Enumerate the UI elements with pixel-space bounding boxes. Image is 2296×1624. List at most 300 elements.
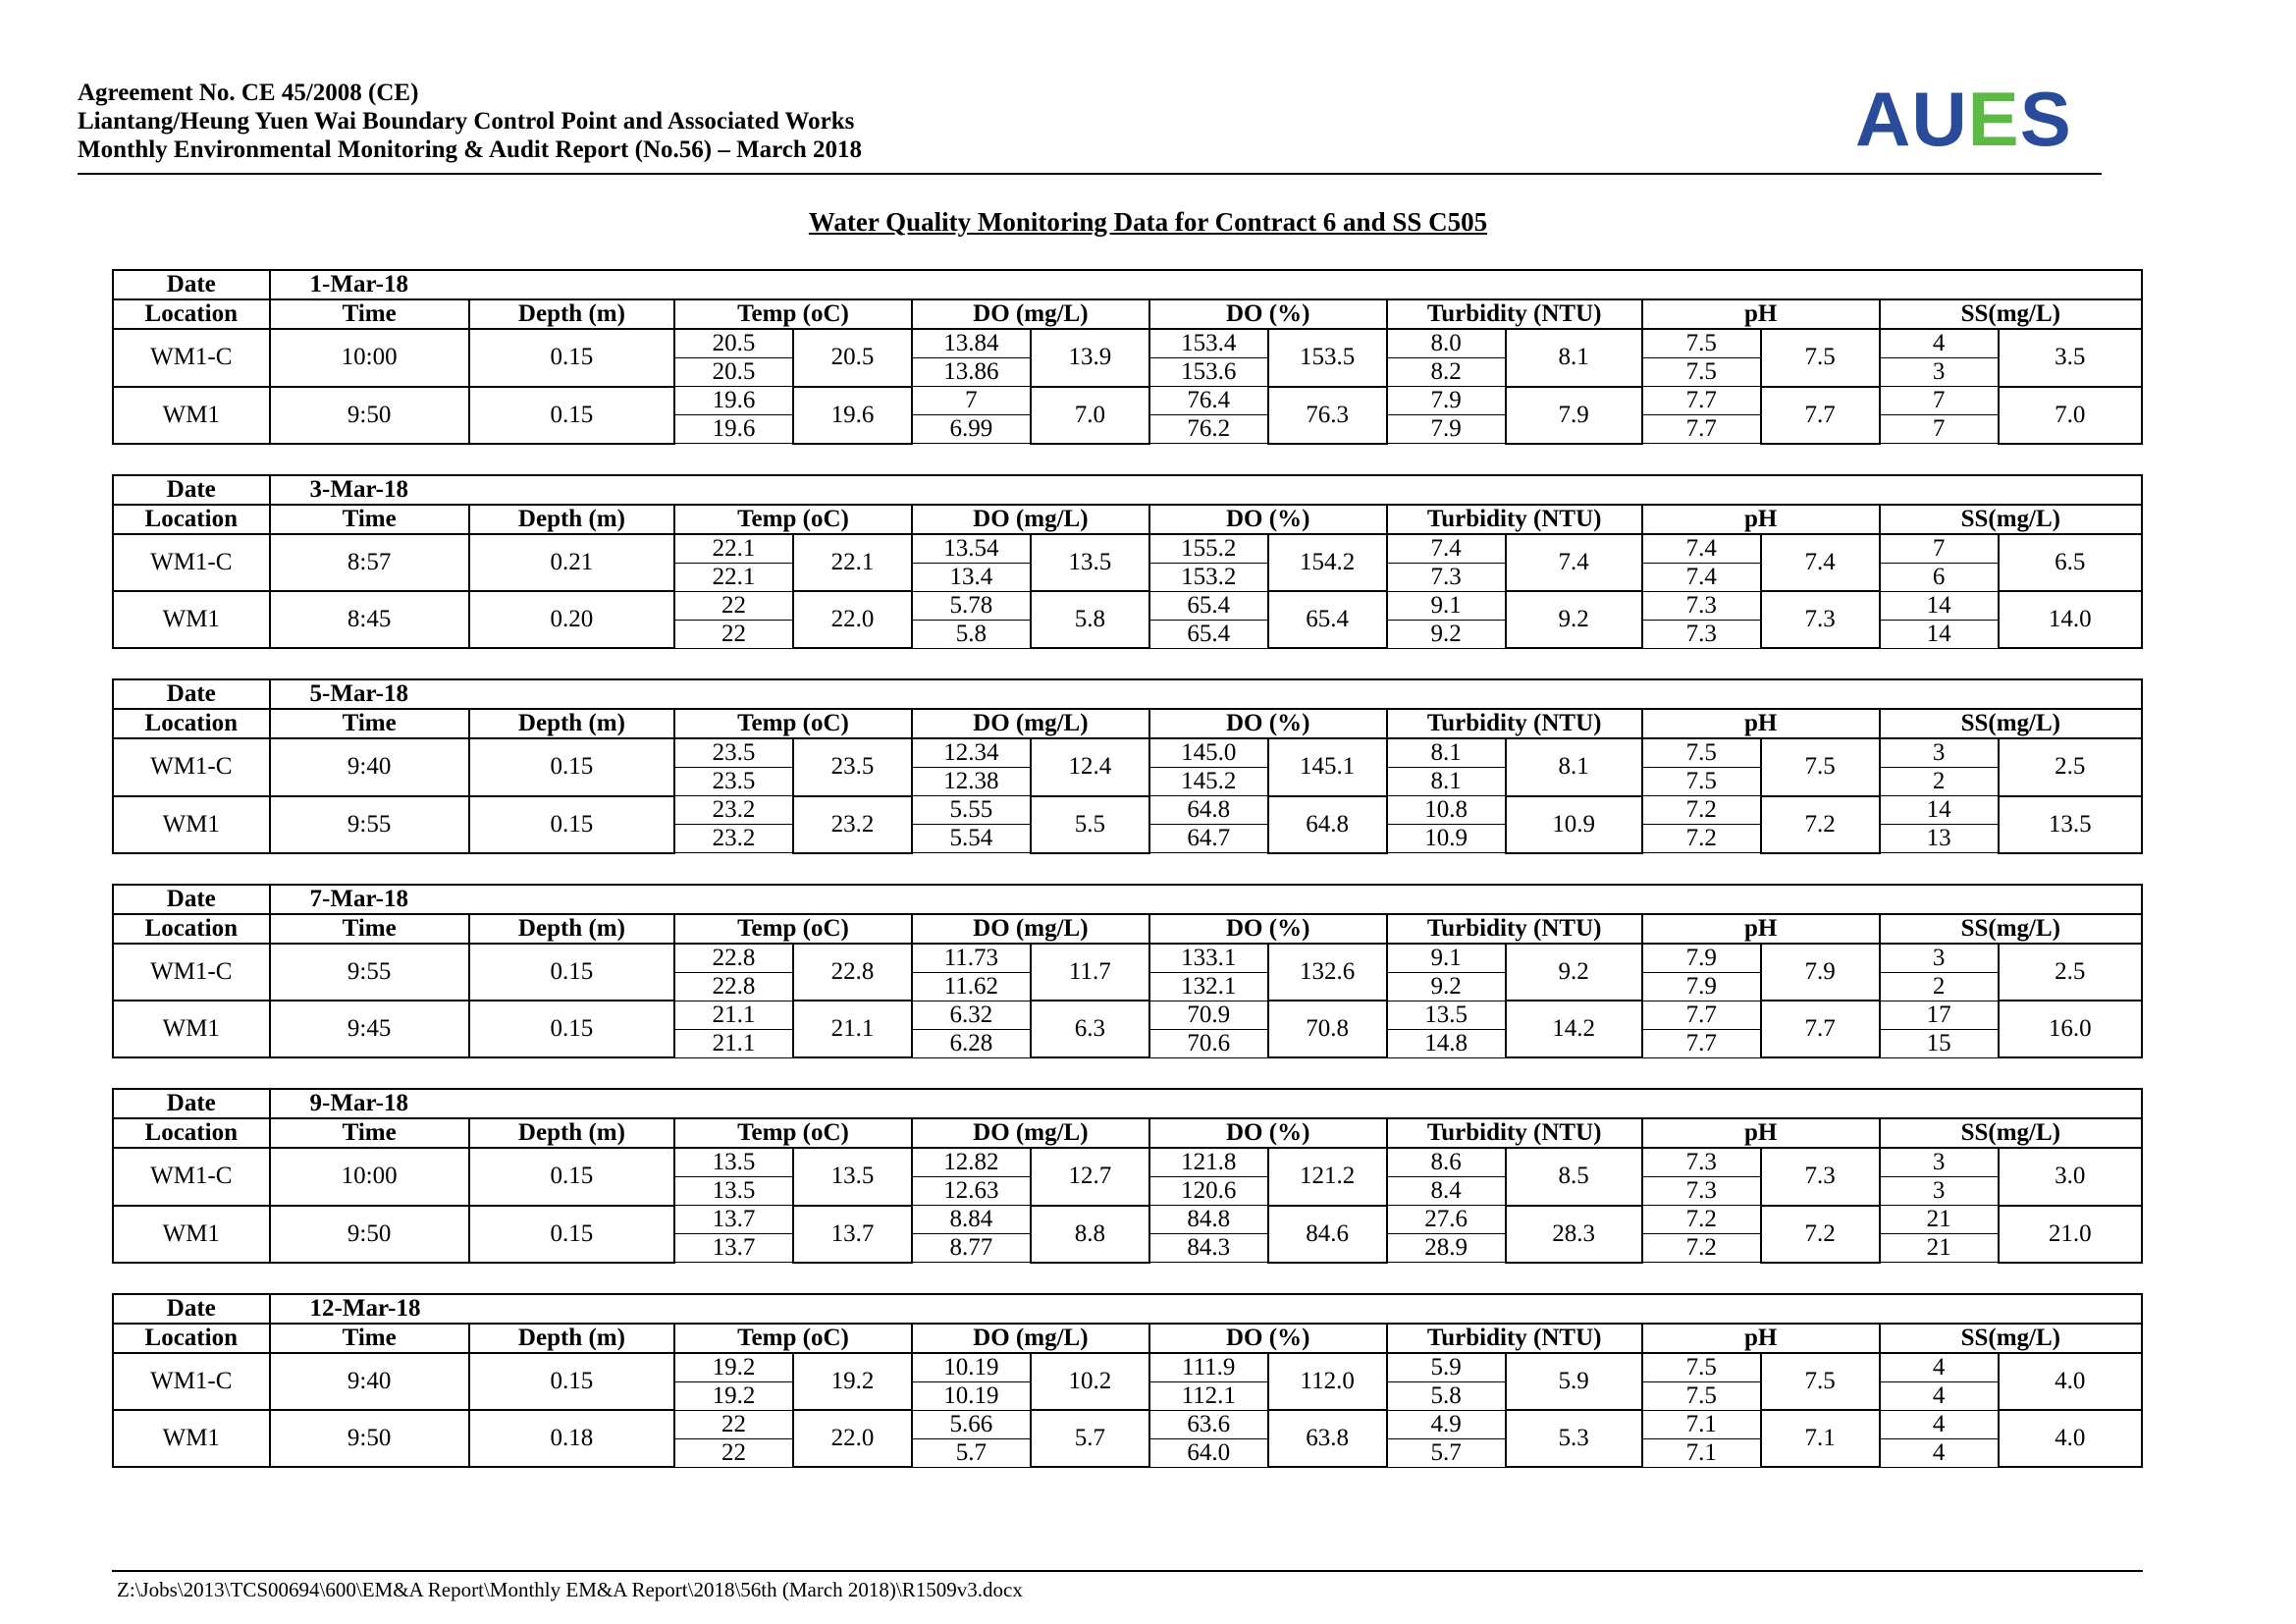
do-mgl-header: DO (mg/L) bbox=[912, 709, 1149, 738]
ss-reading-1: 4 bbox=[1880, 329, 1999, 358]
table-row bbox=[113, 329, 2142, 358]
turbidity-reading-2: 8.2 bbox=[1387, 358, 1506, 387]
report-title: Monthly Environmental Monitoring & Audit Report (No.56) – March 2018 bbox=[78, 136, 863, 163]
location-header: Location bbox=[113, 1118, 270, 1148]
do-pct-average: 84.6 bbox=[1268, 1206, 1387, 1263]
temp-average: 22.0 bbox=[793, 591, 912, 648]
do-pct-reading-2: 70.6 bbox=[1149, 1029, 1268, 1057]
turbidity-reading-2: 9.2 bbox=[1387, 972, 1506, 1001]
monitoring-table bbox=[112, 884, 2143, 1059]
ph-average: 7.7 bbox=[1761, 1001, 1880, 1057]
ss-reading-2: 3 bbox=[1880, 1177, 1999, 1206]
table-row bbox=[113, 738, 2142, 768]
file-path: Z:\Jobs\2013\TCS00694\600\EM&A Report\Monthly EM&A Report\2018\56th (March 2018)\R1509v3.docx bbox=[117, 1578, 1023, 1601]
date-label: Date bbox=[113, 1294, 270, 1324]
turbidity-header: Turbidity (NTU) bbox=[1387, 709, 1642, 738]
logo-text-au: AU bbox=[1855, 76, 1968, 162]
turbidity-reading-2: 5.7 bbox=[1387, 1438, 1506, 1467]
do-pct-average: 145.1 bbox=[1268, 738, 1387, 796]
date-value: 12-Mar-18 bbox=[270, 1294, 2142, 1324]
location-cell: WM1 bbox=[113, 387, 270, 444]
ph-reading-1: 7.5 bbox=[1642, 738, 1761, 768]
ss-header: SS(mg/L) bbox=[1880, 505, 2142, 534]
time-header: Time bbox=[270, 1324, 469, 1353]
ph-header: pH bbox=[1642, 1118, 1880, 1148]
time-header: Time bbox=[270, 1118, 469, 1148]
do-mgl-header: DO (mg/L) bbox=[912, 299, 1149, 329]
temp-header: Temp (oC) bbox=[674, 1118, 912, 1148]
depth-header: Depth (m) bbox=[469, 914, 674, 944]
ss-average: 2.5 bbox=[1999, 944, 2142, 1001]
temp-reading-2: 22.1 bbox=[674, 563, 793, 591]
depth-cell: 0.15 bbox=[469, 1148, 674, 1206]
ss-reading-1: 3 bbox=[1880, 944, 1999, 973]
location-cell: WM1-C bbox=[113, 534, 270, 592]
turbidity-header: Turbidity (NTU) bbox=[1387, 1118, 1642, 1148]
do-pct-reading-1: 65.4 bbox=[1149, 591, 1268, 620]
location-header: Location bbox=[113, 914, 270, 944]
ph-header: pH bbox=[1642, 709, 1880, 738]
ph-reading-2: 7.5 bbox=[1642, 358, 1761, 387]
do-reading-2: 6.99 bbox=[912, 415, 1031, 444]
monitoring-table bbox=[112, 474, 2143, 650]
turbidity-header: Turbidity (NTU) bbox=[1387, 505, 1642, 534]
date-label: Date bbox=[113, 270, 270, 299]
do-average: 12.4 bbox=[1031, 738, 1149, 796]
logo-text-s: S bbox=[2019, 76, 2072, 162]
ph-average: 7.7 bbox=[1761, 387, 1880, 444]
logo-text-e: E bbox=[1967, 76, 2020, 162]
table-row bbox=[113, 534, 2142, 564]
time-cell: 9:55 bbox=[270, 796, 469, 853]
do-pct-header: DO (%) bbox=[1149, 709, 1387, 738]
location-cell: WM1 bbox=[113, 796, 270, 853]
ss-reading-1: 21 bbox=[1880, 1206, 1999, 1234]
time-cell: 10:00 bbox=[270, 329, 469, 387]
temp-reading-1: 23.5 bbox=[674, 738, 793, 768]
do-reading-2: 5.8 bbox=[912, 620, 1031, 648]
temp-reading-1: 22 bbox=[674, 1410, 793, 1438]
temp-reading-1: 13.7 bbox=[674, 1206, 793, 1234]
ss-reading-2: 2 bbox=[1880, 768, 1999, 796]
do-reading-2: 13.4 bbox=[912, 563, 1031, 591]
do-pct-header: DO (%) bbox=[1149, 1118, 1387, 1148]
location-cell: WM1 bbox=[113, 1206, 270, 1263]
ss-average: 14.0 bbox=[1999, 591, 2142, 648]
temp-reading-2: 23.2 bbox=[674, 825, 793, 853]
time-cell: 9:40 bbox=[270, 1353, 469, 1411]
turbidity-average: 8.5 bbox=[1506, 1148, 1642, 1206]
ss-average: 4.0 bbox=[1999, 1353, 2142, 1411]
do-average: 13.5 bbox=[1031, 534, 1149, 592]
turbidity-reading-2: 8.4 bbox=[1387, 1177, 1506, 1206]
do-pct-header: DO (%) bbox=[1149, 1324, 1387, 1353]
monitoring-table bbox=[112, 1293, 2143, 1469]
table-row bbox=[113, 796, 2142, 825]
table-row bbox=[113, 1148, 2142, 1177]
location-header: Location bbox=[113, 505, 270, 534]
depth-cell: 0.15 bbox=[469, 1353, 674, 1411]
location-cell: WM1 bbox=[113, 591, 270, 648]
do-pct-average: 65.4 bbox=[1268, 591, 1387, 648]
ss-average: 3.0 bbox=[1999, 1148, 2142, 1206]
table-row bbox=[113, 1001, 2142, 1029]
ss-reading-1: 17 bbox=[1880, 1001, 1999, 1029]
table-row bbox=[113, 944, 2142, 973]
do-pct-average: 64.8 bbox=[1268, 796, 1387, 853]
ss-average: 2.5 bbox=[1999, 738, 2142, 796]
do-reading-1: 5.78 bbox=[912, 591, 1031, 620]
ss-header: SS(mg/L) bbox=[1880, 299, 2142, 329]
temp-average: 20.5 bbox=[793, 329, 912, 387]
depth-cell: 0.15 bbox=[469, 1206, 674, 1263]
do-pct-reading-2: 76.2 bbox=[1149, 415, 1268, 444]
footer bbox=[112, 1570, 2143, 1601]
ph-reading-1: 7.4 bbox=[1642, 534, 1761, 564]
report-header bbox=[78, 79, 2102, 175]
temp-reading-2: 19.6 bbox=[674, 415, 793, 444]
temp-reading-2: 22 bbox=[674, 1438, 793, 1467]
depth-cell: 0.18 bbox=[469, 1410, 674, 1467]
ph-reading-2: 7.5 bbox=[1642, 1381, 1761, 1410]
turbidity-reading-1: 7.4 bbox=[1387, 534, 1506, 564]
depth-cell: 0.15 bbox=[469, 329, 674, 387]
ph-reading-2: 7.7 bbox=[1642, 1029, 1761, 1057]
turbidity-reading-1: 8.1 bbox=[1387, 738, 1506, 768]
depth-header: Depth (m) bbox=[469, 1324, 674, 1353]
do-pct-reading-1: 133.1 bbox=[1149, 944, 1268, 973]
do-average: 10.2 bbox=[1031, 1353, 1149, 1411]
location-cell: WM1-C bbox=[113, 944, 270, 1001]
do-mgl-header: DO (mg/L) bbox=[912, 1324, 1149, 1353]
location-cell: WM1-C bbox=[113, 1353, 270, 1411]
do-average: 13.9 bbox=[1031, 329, 1149, 387]
do-reading-1: 13.84 bbox=[912, 329, 1031, 358]
time-cell: 9:55 bbox=[270, 944, 469, 1001]
temp-reading-1: 20.5 bbox=[674, 329, 793, 358]
do-reading-1: 11.73 bbox=[912, 944, 1031, 973]
ss-average: 13.5 bbox=[1999, 796, 2142, 853]
temp-reading-2: 19.2 bbox=[674, 1381, 793, 1410]
location-cell: WM1 bbox=[113, 1410, 270, 1467]
do-pct-reading-2: 112.1 bbox=[1149, 1381, 1268, 1410]
ss-reading-1: 14 bbox=[1880, 796, 1999, 825]
do-average: 8.8 bbox=[1031, 1206, 1149, 1263]
ph-average: 7.3 bbox=[1761, 591, 1880, 648]
ph-average: 7.2 bbox=[1761, 796, 1880, 853]
ph-average: 7.5 bbox=[1761, 329, 1880, 387]
time-cell: 9:40 bbox=[270, 738, 469, 796]
do-reading-2: 6.28 bbox=[912, 1029, 1031, 1057]
location-cell: WM1-C bbox=[113, 329, 270, 387]
ss-average: 7.0 bbox=[1999, 387, 2142, 444]
ss-header: SS(mg/L) bbox=[1880, 1324, 2142, 1353]
ph-reading-2: 7.3 bbox=[1642, 1177, 1761, 1206]
ss-average: 21.0 bbox=[1999, 1206, 2142, 1263]
depth-header: Depth (m) bbox=[469, 709, 674, 738]
ss-average: 4.0 bbox=[1999, 1410, 2142, 1467]
time-header: Time bbox=[270, 709, 469, 738]
location-cell: WM1-C bbox=[113, 738, 270, 796]
turbidity-average: 10.9 bbox=[1506, 796, 1642, 853]
do-pct-reading-1: 76.4 bbox=[1149, 387, 1268, 415]
date-value: 1-Mar-18 bbox=[270, 270, 2142, 299]
ss-reading-2: 2 bbox=[1880, 972, 1999, 1001]
temp-reading-1: 22 bbox=[674, 591, 793, 620]
do-average: 5.8 bbox=[1031, 591, 1149, 648]
do-average: 5.7 bbox=[1031, 1410, 1149, 1467]
ss-reading-1: 3 bbox=[1880, 1148, 1999, 1177]
ph-average: 7.5 bbox=[1761, 738, 1880, 796]
temp-reading-2: 23.5 bbox=[674, 768, 793, 796]
monitoring-tables bbox=[112, 269, 2143, 1497]
ss-reading-1: 4 bbox=[1880, 1353, 1999, 1382]
ph-reading-1: 7.7 bbox=[1642, 1001, 1761, 1029]
turbidity-header: Turbidity (NTU) bbox=[1387, 1324, 1642, 1353]
temp-average: 23.2 bbox=[793, 796, 912, 853]
temp-average: 19.2 bbox=[793, 1353, 912, 1411]
do-reading-1: 6.32 bbox=[912, 1001, 1031, 1029]
do-pct-reading-2: 120.6 bbox=[1149, 1177, 1268, 1206]
turbidity-average: 7.4 bbox=[1506, 534, 1642, 592]
date-label: Date bbox=[113, 679, 270, 709]
monitoring-table bbox=[112, 678, 2143, 854]
do-average: 12.7 bbox=[1031, 1148, 1149, 1206]
temp-reading-2: 13.7 bbox=[674, 1234, 793, 1263]
ph-reading-2: 7.9 bbox=[1642, 972, 1761, 1001]
ph-header: pH bbox=[1642, 505, 1880, 534]
ph-average: 7.5 bbox=[1761, 1353, 1880, 1411]
turbidity-header: Turbidity (NTU) bbox=[1387, 299, 1642, 329]
turbidity-average: 14.2 bbox=[1506, 1001, 1642, 1057]
ph-reading-1: 7.3 bbox=[1642, 591, 1761, 620]
table-row bbox=[113, 1353, 2142, 1382]
turbidity-reading-1: 27.6 bbox=[1387, 1206, 1506, 1234]
date-value: 3-Mar-18 bbox=[270, 475, 2142, 505]
turbidity-average: 9.2 bbox=[1506, 944, 1642, 1001]
do-pct-header: DO (%) bbox=[1149, 505, 1387, 534]
temp-average: 22.8 bbox=[793, 944, 912, 1001]
project-name: Liantang/Heung Yuen Wai Boundary Control Point and Associated Works bbox=[78, 108, 855, 135]
location-header: Location bbox=[113, 299, 270, 329]
ss-header: SS(mg/L) bbox=[1880, 914, 2142, 944]
ss-reading-2: 7 bbox=[1880, 415, 1999, 444]
do-pct-header: DO (%) bbox=[1149, 299, 1387, 329]
temp-average: 21.1 bbox=[793, 1001, 912, 1057]
temp-reading-2: 22.8 bbox=[674, 972, 793, 1001]
do-reading-1: 10.19 bbox=[912, 1353, 1031, 1382]
do-reading-2: 12.38 bbox=[912, 768, 1031, 796]
temp-reading-2: 20.5 bbox=[674, 358, 793, 387]
temp-reading-1: 22.8 bbox=[674, 944, 793, 973]
temp-header: Temp (oC) bbox=[674, 299, 912, 329]
table-row bbox=[113, 591, 2142, 620]
depth-cell: 0.21 bbox=[469, 534, 674, 592]
time-cell: 9:50 bbox=[270, 1410, 469, 1467]
turbidity-reading-2: 14.8 bbox=[1387, 1029, 1506, 1057]
temp-header: Temp (oC) bbox=[674, 914, 912, 944]
do-pct-reading-2: 64.0 bbox=[1149, 1438, 1268, 1467]
ss-reading-1: 7 bbox=[1880, 387, 1999, 415]
aues-logo bbox=[1855, 76, 2072, 162]
table-row bbox=[113, 1410, 2142, 1438]
temp-reading-1: 13.5 bbox=[674, 1148, 793, 1177]
location-header: Location bbox=[113, 1324, 270, 1353]
location-cell: WM1 bbox=[113, 1001, 270, 1057]
do-reading-2: 13.86 bbox=[912, 358, 1031, 387]
ss-average: 6.5 bbox=[1999, 534, 2142, 592]
turbidity-reading-2: 10.9 bbox=[1387, 825, 1506, 853]
ph-reading-1: 7.5 bbox=[1642, 329, 1761, 358]
do-reading-1: 8.84 bbox=[912, 1206, 1031, 1234]
date-value: 7-Mar-18 bbox=[270, 885, 2142, 914]
do-pct-average: 153.5 bbox=[1268, 329, 1387, 387]
ph-reading-1: 7.3 bbox=[1642, 1148, 1761, 1177]
ss-reading-1: 4 bbox=[1880, 1410, 1999, 1438]
temp-reading-2: 22 bbox=[674, 620, 793, 648]
turbidity-reading-1: 9.1 bbox=[1387, 944, 1506, 973]
do-average: 5.5 bbox=[1031, 796, 1149, 853]
do-pct-reading-1: 145.0 bbox=[1149, 738, 1268, 768]
do-average: 11.7 bbox=[1031, 944, 1149, 1001]
do-pct-average: 70.8 bbox=[1268, 1001, 1387, 1057]
do-pct-average: 63.8 bbox=[1268, 1410, 1387, 1467]
do-pct-average: 76.3 bbox=[1268, 387, 1387, 444]
temp-header: Temp (oC) bbox=[674, 505, 912, 534]
time-cell: 10:00 bbox=[270, 1148, 469, 1206]
turbidity-reading-1: 13.5 bbox=[1387, 1001, 1506, 1029]
do-reading-1: 12.34 bbox=[912, 738, 1031, 768]
do-reading-1: 5.66 bbox=[912, 1410, 1031, 1438]
ss-reading-2: 6 bbox=[1880, 563, 1999, 591]
location-header: Location bbox=[113, 709, 270, 738]
ph-average: 7.4 bbox=[1761, 534, 1880, 592]
do-pct-average: 112.0 bbox=[1268, 1353, 1387, 1411]
do-pct-reading-2: 65.4 bbox=[1149, 620, 1268, 648]
turbidity-reading-1: 5.9 bbox=[1387, 1353, 1506, 1382]
ph-header: pH bbox=[1642, 1324, 1880, 1353]
ss-reading-2: 4 bbox=[1880, 1381, 1999, 1410]
turbidity-reading-1: 9.1 bbox=[1387, 591, 1506, 620]
ph-reading-2: 7.1 bbox=[1642, 1438, 1761, 1467]
turbidity-average: 28.3 bbox=[1506, 1206, 1642, 1263]
temp-reading-2: 13.5 bbox=[674, 1177, 793, 1206]
temp-average: 19.6 bbox=[793, 387, 912, 444]
do-reading-2: 8.77 bbox=[912, 1234, 1031, 1263]
do-reading-1: 5.55 bbox=[912, 796, 1031, 825]
ph-reading-2: 7.5 bbox=[1642, 768, 1761, 796]
ss-reading-1: 14 bbox=[1880, 591, 1999, 620]
temp-header: Temp (oC) bbox=[674, 709, 912, 738]
turbidity-reading-1: 7.9 bbox=[1387, 387, 1506, 415]
time-header: Time bbox=[270, 299, 469, 329]
ss-reading-2: 3 bbox=[1880, 358, 1999, 387]
ss-average: 3.5 bbox=[1999, 329, 2142, 387]
ph-reading-1: 7.9 bbox=[1642, 944, 1761, 973]
turbidity-average: 9.2 bbox=[1506, 591, 1642, 648]
date-label: Date bbox=[113, 885, 270, 914]
ph-reading-1: 7.7 bbox=[1642, 387, 1761, 415]
ss-reading-2: 21 bbox=[1880, 1234, 1999, 1263]
do-pct-reading-2: 153.2 bbox=[1149, 563, 1268, 591]
ph-reading-1: 7.2 bbox=[1642, 1206, 1761, 1234]
temp-reading-2: 21.1 bbox=[674, 1029, 793, 1057]
turbidity-average: 8.1 bbox=[1506, 738, 1642, 796]
ph-average: 7.1 bbox=[1761, 1410, 1880, 1467]
do-pct-reading-2: 145.2 bbox=[1149, 768, 1268, 796]
do-pct-average: 121.2 bbox=[1268, 1148, 1387, 1206]
do-pct-reading-1: 155.2 bbox=[1149, 534, 1268, 564]
ss-reading-2: 13 bbox=[1880, 825, 1999, 853]
temp-reading-1: 19.6 bbox=[674, 387, 793, 415]
ph-average: 7.2 bbox=[1761, 1206, 1880, 1263]
ss-reading-1: 3 bbox=[1880, 738, 1999, 768]
temp-average: 22.1 bbox=[793, 534, 912, 592]
ph-reading-1: 7.2 bbox=[1642, 796, 1761, 825]
turbidity-header: Turbidity (NTU) bbox=[1387, 914, 1642, 944]
do-pct-header: DO (%) bbox=[1149, 914, 1387, 944]
do-reading-2: 12.63 bbox=[912, 1177, 1031, 1206]
turbidity-average: 7.9 bbox=[1506, 387, 1642, 444]
ph-reading-1: 7.5 bbox=[1642, 1353, 1761, 1382]
depth-cell: 0.15 bbox=[469, 1001, 674, 1057]
temp-average: 13.5 bbox=[793, 1148, 912, 1206]
do-reading-2: 11.62 bbox=[912, 972, 1031, 1001]
do-pct-reading-2: 132.1 bbox=[1149, 972, 1268, 1001]
ss-header: SS(mg/L) bbox=[1880, 1118, 2142, 1148]
monitoring-table bbox=[112, 269, 2143, 445]
time-cell: 9:50 bbox=[270, 387, 469, 444]
time-header: Time bbox=[270, 505, 469, 534]
do-reading-2: 5.54 bbox=[912, 825, 1031, 853]
date-label: Date bbox=[113, 475, 270, 505]
temp-reading-1: 22.1 bbox=[674, 534, 793, 564]
time-cell: 8:57 bbox=[270, 534, 469, 592]
ph-reading-1: 7.1 bbox=[1642, 1410, 1761, 1438]
turbidity-reading-2: 7.9 bbox=[1387, 415, 1506, 444]
turbidity-reading-2: 7.3 bbox=[1387, 563, 1506, 591]
ss-reading-2: 14 bbox=[1880, 620, 1999, 648]
ph-reading-2: 7.2 bbox=[1642, 825, 1761, 853]
do-pct-reading-2: 153.6 bbox=[1149, 358, 1268, 387]
do-mgl-header: DO (mg/L) bbox=[912, 505, 1149, 534]
do-reading-2: 10.19 bbox=[912, 1381, 1031, 1410]
time-header: Time bbox=[270, 914, 469, 944]
ph-reading-2: 7.2 bbox=[1642, 1234, 1761, 1263]
monitoring-table bbox=[112, 1088, 2143, 1264]
turbidity-reading-2: 9.2 bbox=[1387, 620, 1506, 648]
ph-header: pH bbox=[1642, 914, 1880, 944]
date-value: 9-Mar-18 bbox=[270, 1089, 2142, 1118]
depth-header: Depth (m) bbox=[469, 299, 674, 329]
do-pct-reading-1: 84.8 bbox=[1149, 1206, 1268, 1234]
do-pct-average: 154.2 bbox=[1268, 534, 1387, 592]
date-value: 5-Mar-18 bbox=[270, 679, 2142, 709]
ph-reading-2: 7.7 bbox=[1642, 415, 1761, 444]
ph-reading-2: 7.3 bbox=[1642, 620, 1761, 648]
depth-cell: 0.15 bbox=[469, 944, 674, 1001]
turbidity-reading-1: 8.6 bbox=[1387, 1148, 1506, 1177]
ss-reading-1: 7 bbox=[1880, 534, 1999, 564]
turbidity-reading-2: 5.8 bbox=[1387, 1381, 1506, 1410]
ph-average: 7.9 bbox=[1761, 944, 1880, 1001]
do-average: 7.0 bbox=[1031, 387, 1149, 444]
temp-header: Temp (oC) bbox=[674, 1324, 912, 1353]
ss-reading-2: 4 bbox=[1880, 1438, 1999, 1467]
turbidity-average: 5.3 bbox=[1506, 1410, 1642, 1467]
turbidity-reading-2: 28.9 bbox=[1387, 1234, 1506, 1263]
ph-header: pH bbox=[1642, 299, 1880, 329]
